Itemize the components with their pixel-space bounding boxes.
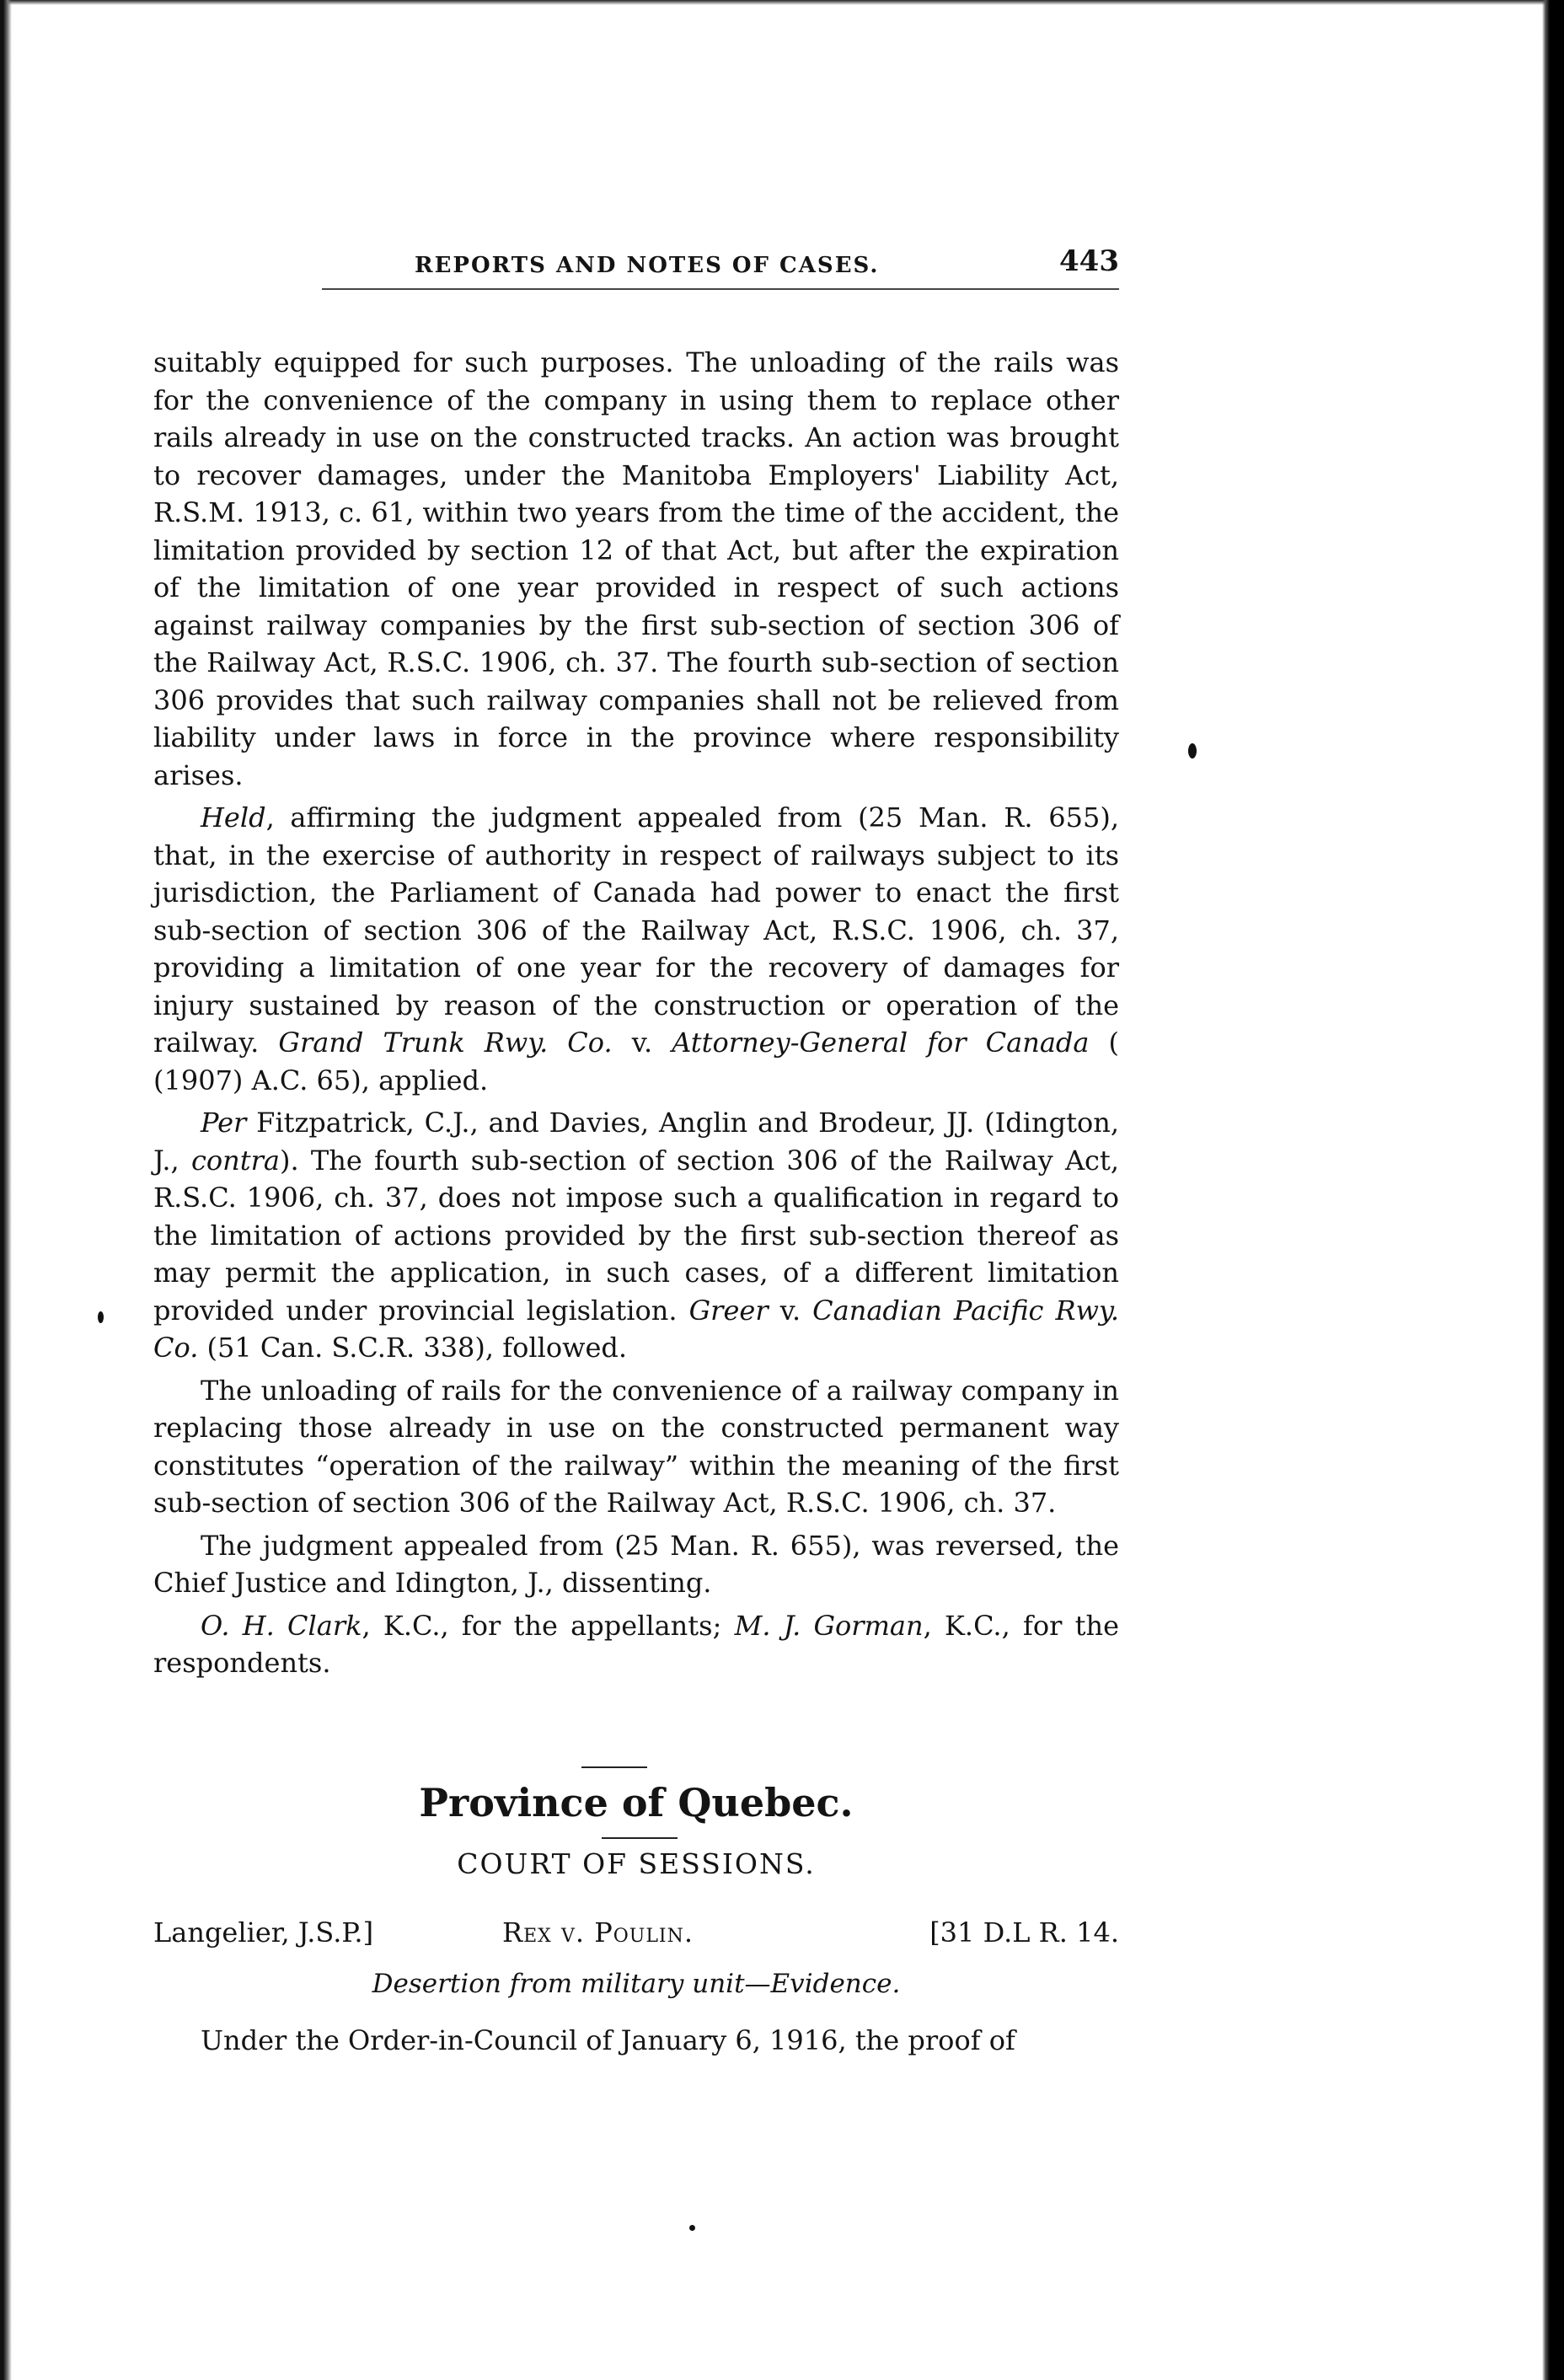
scan-speck (689, 2225, 695, 2231)
text-run: , K.C., for the respondents. (153, 1609, 1120, 1679)
italic-text: Greer (688, 1294, 769, 1327)
text-run: Fitzpatrick, C.J., and Davies, Anglin and Brodeur, JJ. (Idington, J., (153, 1107, 1119, 1177)
case-judge: Langelier, J.S.P.] (153, 1916, 374, 1948)
italic-text: Grand Trunk Rwy. Co. (278, 1027, 613, 1059)
paragraph-p6 (153, 1607, 1119, 1682)
paragraph-p5 (153, 1527, 1119, 1602)
text-run: v. (612, 1027, 672, 1059)
italic-text: Held (201, 801, 266, 834)
text-run: suitably equipped for such purposes. The unloading of the rails was for the convenience of the company in using them to replace other rails already in use on the constructed tracks. An action was brought to recover damages, under the Manitoba Employers' Liability Act, R.S.M. 1913, c. 61, within two years from the time of the accident, the limitation provided by section 12 of that Act, but after the expiration of the limitation of one year provided in respect of such actions against railway companies by the first sub-section of section 306 of the Railway Act, R.S.C. 1906, ch. 37. The fourth sub-section of section 306 provides that such railway companies shall not be relieved from liability under laws in force in the province where responsibility arises. (153, 346, 1119, 791)
text-run: (51 Can. S.C.R. 338), followed. (198, 1332, 628, 1364)
paragraph-p2 (153, 799, 1119, 1099)
case-report-body (153, 344, 1119, 1687)
text-run: ( (1907) A.C. 65), applied. (153, 1027, 1120, 1096)
scan-right-edge (1542, 0, 1564, 2380)
italic-text: O. H. Clark (201, 1609, 362, 1642)
page-number: 443 (1059, 244, 1119, 278)
italic-text: M. J. Gorman (734, 1609, 924, 1642)
text-run: , K.C., for the appellants; (362, 1609, 735, 1642)
case-name: Rex v. Poulin. (502, 1916, 694, 1948)
paragraph-p1 (153, 344, 1119, 794)
scan-top-edge (0, 0, 1564, 5)
paragraph-p4 (153, 1372, 1119, 1522)
text-run: ). The fourth sub-section of section 306 of the Railway Act, R.S.C. 1906, ch. 37, does not impose such a qualification in regard to the limitation of actions provided by the first sub-section thereof as may permit the application, in such cases, of a different limitation provided under provincial legislation. (153, 1144, 1120, 1327)
court-heading: COURT OF SESSIONS. (457, 1847, 816, 1880)
scan-left-edge (0, 0, 12, 2380)
text-run: v. (768, 1294, 813, 1327)
scan-speck (98, 1311, 104, 1323)
case-citation: [31 D.L R. 14. (929, 1916, 1119, 1948)
text-run: The unloading of rails for the convenience of a railway company in replacing those already in use on the constructed permanent way constitutes “operation of the railway” within the meaning of the first sub-section of section 306 of the Railway Act, R.S.C. 1906, ch. 37. (153, 1374, 1119, 1519)
italic-text: contra (190, 1144, 280, 1177)
italic-text: Canadian Pacific Rwy. Co. (153, 1294, 1119, 1364)
text-run: , affirming the judgment appealed from (25 Man. R. 655), that, in the exercise of authority in respect of railways subject to its jurisdiction, the Parliament of Canada had power to enact the first sub-section of section 306 of the Railway Act, R.S.C. 1906, ch. 37, providing a limitation of one year for the recovery of damages for injury sustained by reason of the construction or operation of the railway. (153, 801, 1119, 1059)
paragraph-p3 (153, 1104, 1119, 1367)
running-head-title: REPORTS AND NOTES OF CASES. (415, 253, 880, 278)
italic-text: Per (201, 1107, 247, 1139)
running-head (153, 244, 1119, 292)
section-divider (581, 1766, 647, 1768)
headnote-first-line: Under the Order-in-Council of January 6, 1916, the proof of (201, 2024, 1015, 2056)
header-rule (322, 288, 1119, 290)
province-heading: Province of Quebec. (419, 1780, 854, 1825)
italic-text: Attorney-General for Canada (672, 1027, 1090, 1059)
text-run: The judgment appealed from (25 Man. R. 655), was reversed, the Chief Justice and Idington, J., dissenting. (153, 1529, 1119, 1599)
scan-speck (1188, 743, 1197, 758)
headnote-catchline: Desertion from military unit—Evidence. (372, 1969, 901, 1999)
heading-underline (602, 1837, 678, 1839)
case-caption (153, 1916, 1119, 1954)
